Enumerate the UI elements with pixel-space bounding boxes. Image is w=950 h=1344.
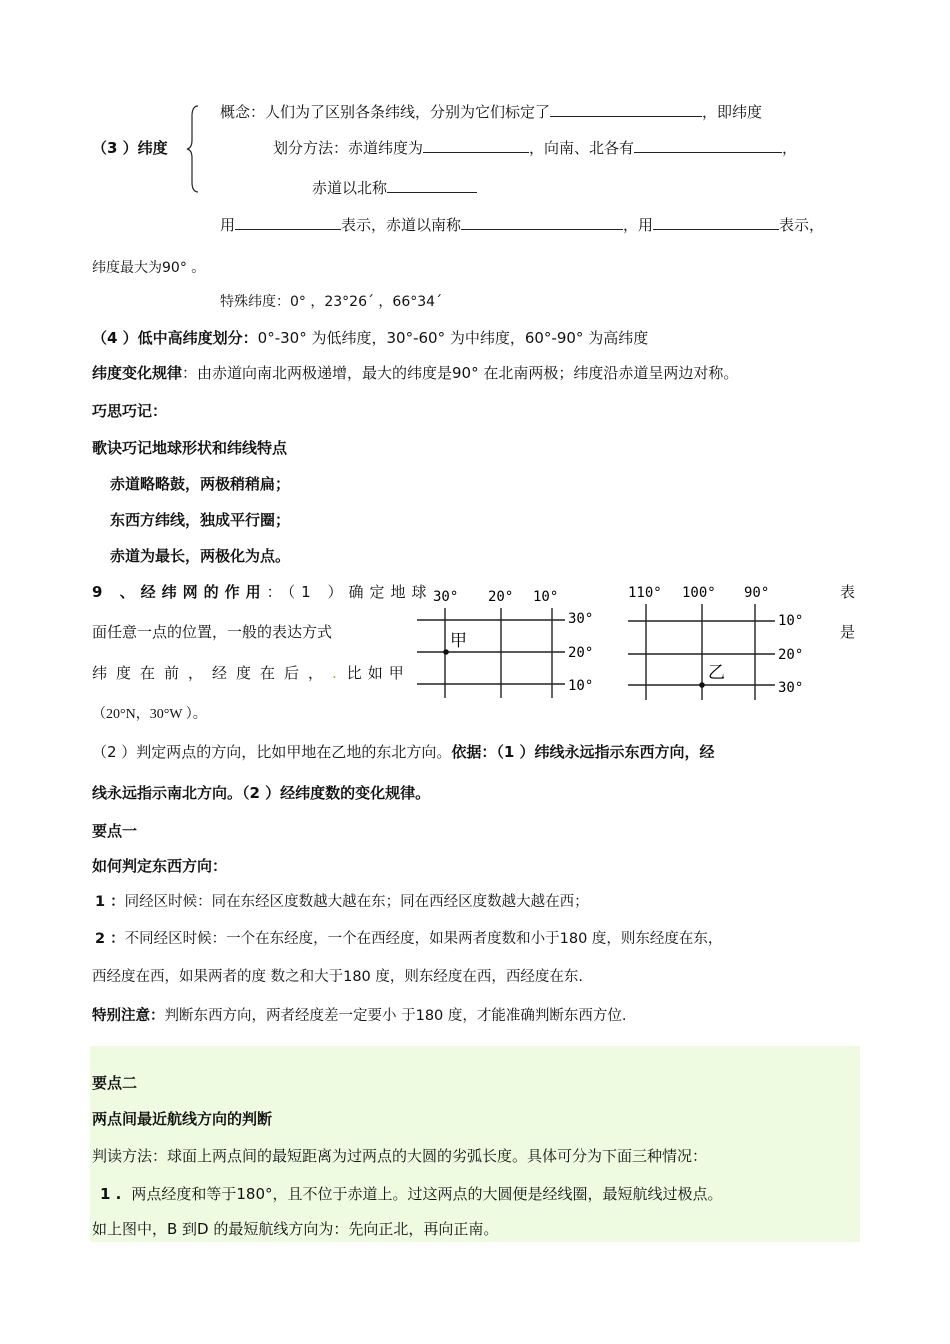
max-latitude: 纬度最大为90° 。 xyxy=(92,260,206,276)
blank-field xyxy=(235,215,341,230)
mnemonic-line: 东西方纬线，独成平行圈； xyxy=(110,511,291,529)
point2-title: 要点二 xyxy=(92,1074,138,1092)
point1-item2: 2 ：不同经区时候：一个在东经度，一个在西经度，如果两者度数和小于180 度，则东经度在东， xyxy=(95,931,723,947)
point1-note: 特别注意：判断东西方向，两者经度差一定要小 于180 度，才能准确判断东西方位. xyxy=(92,1008,627,1024)
trick-title: 巧思巧记： xyxy=(92,402,168,420)
point-jia xyxy=(443,649,449,655)
latlong-grid-2 xyxy=(620,578,820,702)
point2-subtitle: 两点间最近航线方向的判断 xyxy=(92,1110,273,1128)
latlong-grid-1 xyxy=(415,580,615,700)
point2-item1: 1 . 两点经度和等于180°，且不位于赤道上。过这两点的大圆便是经线圈，最短航线过极点。 xyxy=(100,1185,723,1203)
sec9-line1: 9 、经纬网的作用：（1 ）确定地球 xyxy=(92,583,433,601)
use-line: 用 表示，赤道以南称 ，用 表示， xyxy=(220,216,825,234)
blank-field xyxy=(423,138,529,153)
mnemonic-line: 赤道略略鼓，两极稍稍扁； xyxy=(110,475,291,493)
blank-field xyxy=(550,102,702,117)
curly-brace-icon xyxy=(186,104,202,194)
sec3-label: （3 ）纬度 xyxy=(92,139,168,157)
grid1-right-label: 10° xyxy=(568,678,594,694)
sec9-line1-end: 表 xyxy=(840,583,856,601)
point1-item1: 1 ：同经区时候：同在东经区度数越大越在东；同在西经区度数越大越在西； xyxy=(95,894,589,910)
method-line: 划分方法：赤道纬度为 ，向南、北各有 ， xyxy=(273,139,798,157)
blank-field xyxy=(634,138,782,153)
grid1-right-label: 30° xyxy=(568,611,594,627)
grid2-point-label: 乙 xyxy=(708,663,725,683)
grid2-top-label: 100° xyxy=(682,585,716,601)
grid1-top-label: 30° xyxy=(433,589,459,605)
highlight-panel xyxy=(90,1046,860,1242)
blank-field xyxy=(653,215,779,230)
sec9-line2: 面任意一点的位置，一般的表达方式 xyxy=(92,623,333,641)
grid2-right-label: 10° xyxy=(778,613,804,629)
concept-line: 概念：人们为了区别各条纬线，分别为它们标定了 ，即纬度 xyxy=(220,103,763,121)
point1-title: 要点一 xyxy=(92,822,138,840)
grid1-right-label: 20° xyxy=(568,645,594,661)
grid2-right-label: 20° xyxy=(778,647,804,663)
grid1-point-label: 甲 xyxy=(450,631,467,651)
mnemonic-line: 赤道为最长，两极化为点。 xyxy=(110,547,291,565)
mnemonic-title: 歌诀巧记地球形状和纬线特点 xyxy=(92,439,288,457)
blank-field xyxy=(387,178,477,193)
north-line: 赤道以北称 xyxy=(312,178,477,198)
special-latitudes: 特殊纬度：0° ，23°26´ ，66°34´ xyxy=(220,294,443,310)
grid2-right-label: 30° xyxy=(778,680,804,696)
point1-item2-cont: 西经度在西，如果两者的度 数之和大于180 度，则东经度在西，西经度在东. xyxy=(92,969,584,985)
sec9-line2-end: 是 xyxy=(840,623,856,641)
point-yi xyxy=(699,682,705,688)
direction-line2: 线永远指示南北方向。（2 ）经纬度数的变化规律。 xyxy=(92,784,431,802)
sec9-example: （20°N，30°W ）。 xyxy=(92,707,207,722)
point2-method: 判读方法：球面上两点间的最短距离为过两点的大圆的劣弧长度。具体可分为下面三种情况： xyxy=(92,1147,708,1165)
grid2-top-label: 110° xyxy=(628,585,662,601)
sec9-line3: 纬度在前，经度在后，. 比如甲 xyxy=(92,664,410,682)
grid1-top-label: 10° xyxy=(533,589,559,605)
rule-line: 纬度变化规律：由赤道向南北两极递增，最大的纬度是90° 在北南两极；纬度沿赤道呈两边对称。 xyxy=(92,364,739,382)
point2-item1-cont: 如上图中，B 到D 的最短航线方向为：先向正北，再向正南。 xyxy=(92,1220,499,1238)
grid2-top-label: 90° xyxy=(744,585,770,601)
point1-subtitle: 如何判定东西方向： xyxy=(92,857,228,875)
direction-line1: （2 ）判定两点的方向，比如甲地在乙地的东北方向。依据：（1 ）纬线永远指示东西方向，经 xyxy=(92,743,715,761)
sec4-line: （4 ）低中高纬度划分：0°-30° 为低纬度，30°-60° 为中纬度，60°-90° 为高纬度 xyxy=(92,329,649,347)
grid1-top-label: 20° xyxy=(488,589,514,605)
blank-field xyxy=(461,215,623,230)
